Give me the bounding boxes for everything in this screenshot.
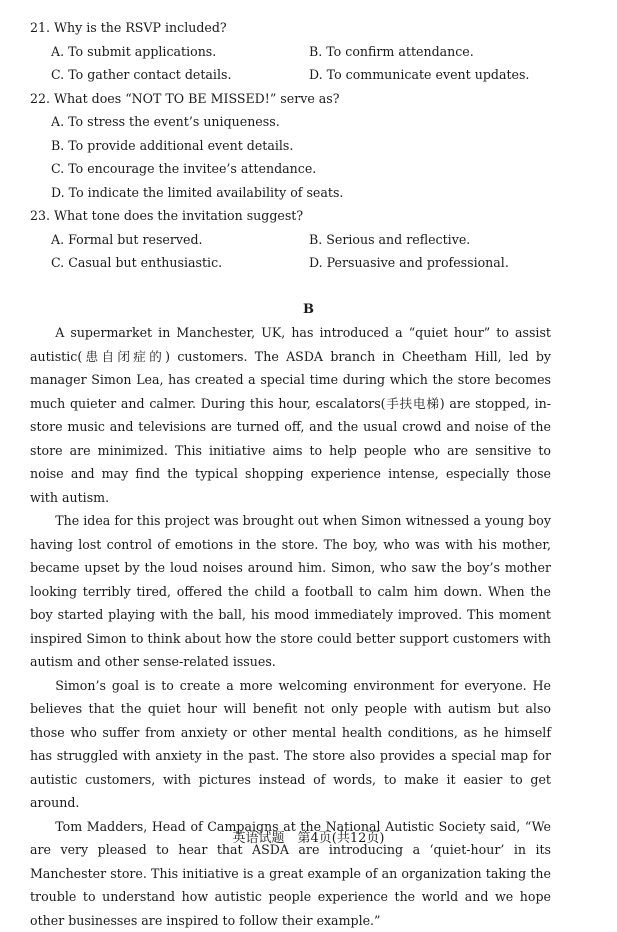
question-21-option-d: D. To communicate event updates. bbox=[309, 67, 529, 83]
question-21-option-b: B. To confirm attendance. bbox=[309, 44, 474, 60]
question-22-option-b: B. To provide additional event details. bbox=[51, 138, 293, 154]
question-22-option-a: A. To stress the event’s uniqueness. bbox=[51, 114, 280, 130]
question-23-option-d: D. Persuasive and professional. bbox=[309, 255, 509, 271]
page-footer: 英语试题 第4页(共12页) bbox=[0, 830, 617, 848]
question-22-option-d: D. To indicate the limited availability of seats. bbox=[51, 185, 343, 201]
question-22-option-c: C. To encourage the invitee’s attendance. bbox=[51, 161, 316, 177]
question-22-stem: 22. What does “NOT TO BE MISSED!” serve as? bbox=[30, 91, 340, 107]
question-23-option-c: C. Casual but enthusiastic. bbox=[51, 255, 222, 271]
question-21-stem: 21. Why is the RSVP included? bbox=[30, 20, 227, 36]
question-21-option-c: C. To gather contact details. bbox=[51, 67, 231, 83]
passage-paragraph: Simon’s goal is to create a more welcoming environment for everyone. He believes that the quiet hour will benefit not only people with autism but also those who suffer from anxiety or other mental health conditions, as he himself has struggled with anxiety in the past. The store also provides a special map for autistic customers, with pictures instead of words, to make it easier to get around. bbox=[30, 674, 551, 815]
section-heading: B bbox=[0, 301, 617, 319]
question-23-option-a: A. Formal but reserved. bbox=[51, 232, 203, 248]
question-23-option-b: B. Serious and reflective. bbox=[309, 232, 470, 248]
passage-paragraph: A supermarket in Manchester, UK, has introduced a “quiet hour” to assist autistic(患自闭症的) customers. The ASDA branch in Cheetham Hill, led by manager Simon Lea, has created a special time during which the store becomes much quieter and calmer. During this hour, escalators(手扶电梯) are stopped, in-store music and televisions are turned off, and the usual crowd and noise of the store are minimized. This initiative aims to help people who are sensitive to noise and may find the typical shopping experience intense, especially those with autism. bbox=[30, 321, 551, 509]
passage-paragraph: The idea for this project was brought out when Simon witnessed a young boy having lost control of emotions in the store. The boy, who was with his mother, became upset by the loud noises around him. Simon, who saw the boy’s mother looking terribly tired, offered the child a football to calm him down. When the boy started playing with the ball, his mood immediately improved. This moment inspired Simon to think about how the store could better support customers with autism and other sense-related issues. bbox=[30, 509, 551, 674]
question-21-option-a: A. To submit applications. bbox=[51, 44, 216, 60]
passage-paragraph: Tom Madders, Head of Campaigns at the National Autistic Society said, “We are very pleased to hear that ASDA are introducing a ‘quiet-hour’ in its Manchester store. This initiative is a great example of an organization taking the trouble to understand how autistic people experience the world and we hope other businesses are inspired to follow their example.” bbox=[30, 815, 551, 932]
question-23-stem: 23. What tone does the invitation suggest? bbox=[30, 208, 303, 224]
